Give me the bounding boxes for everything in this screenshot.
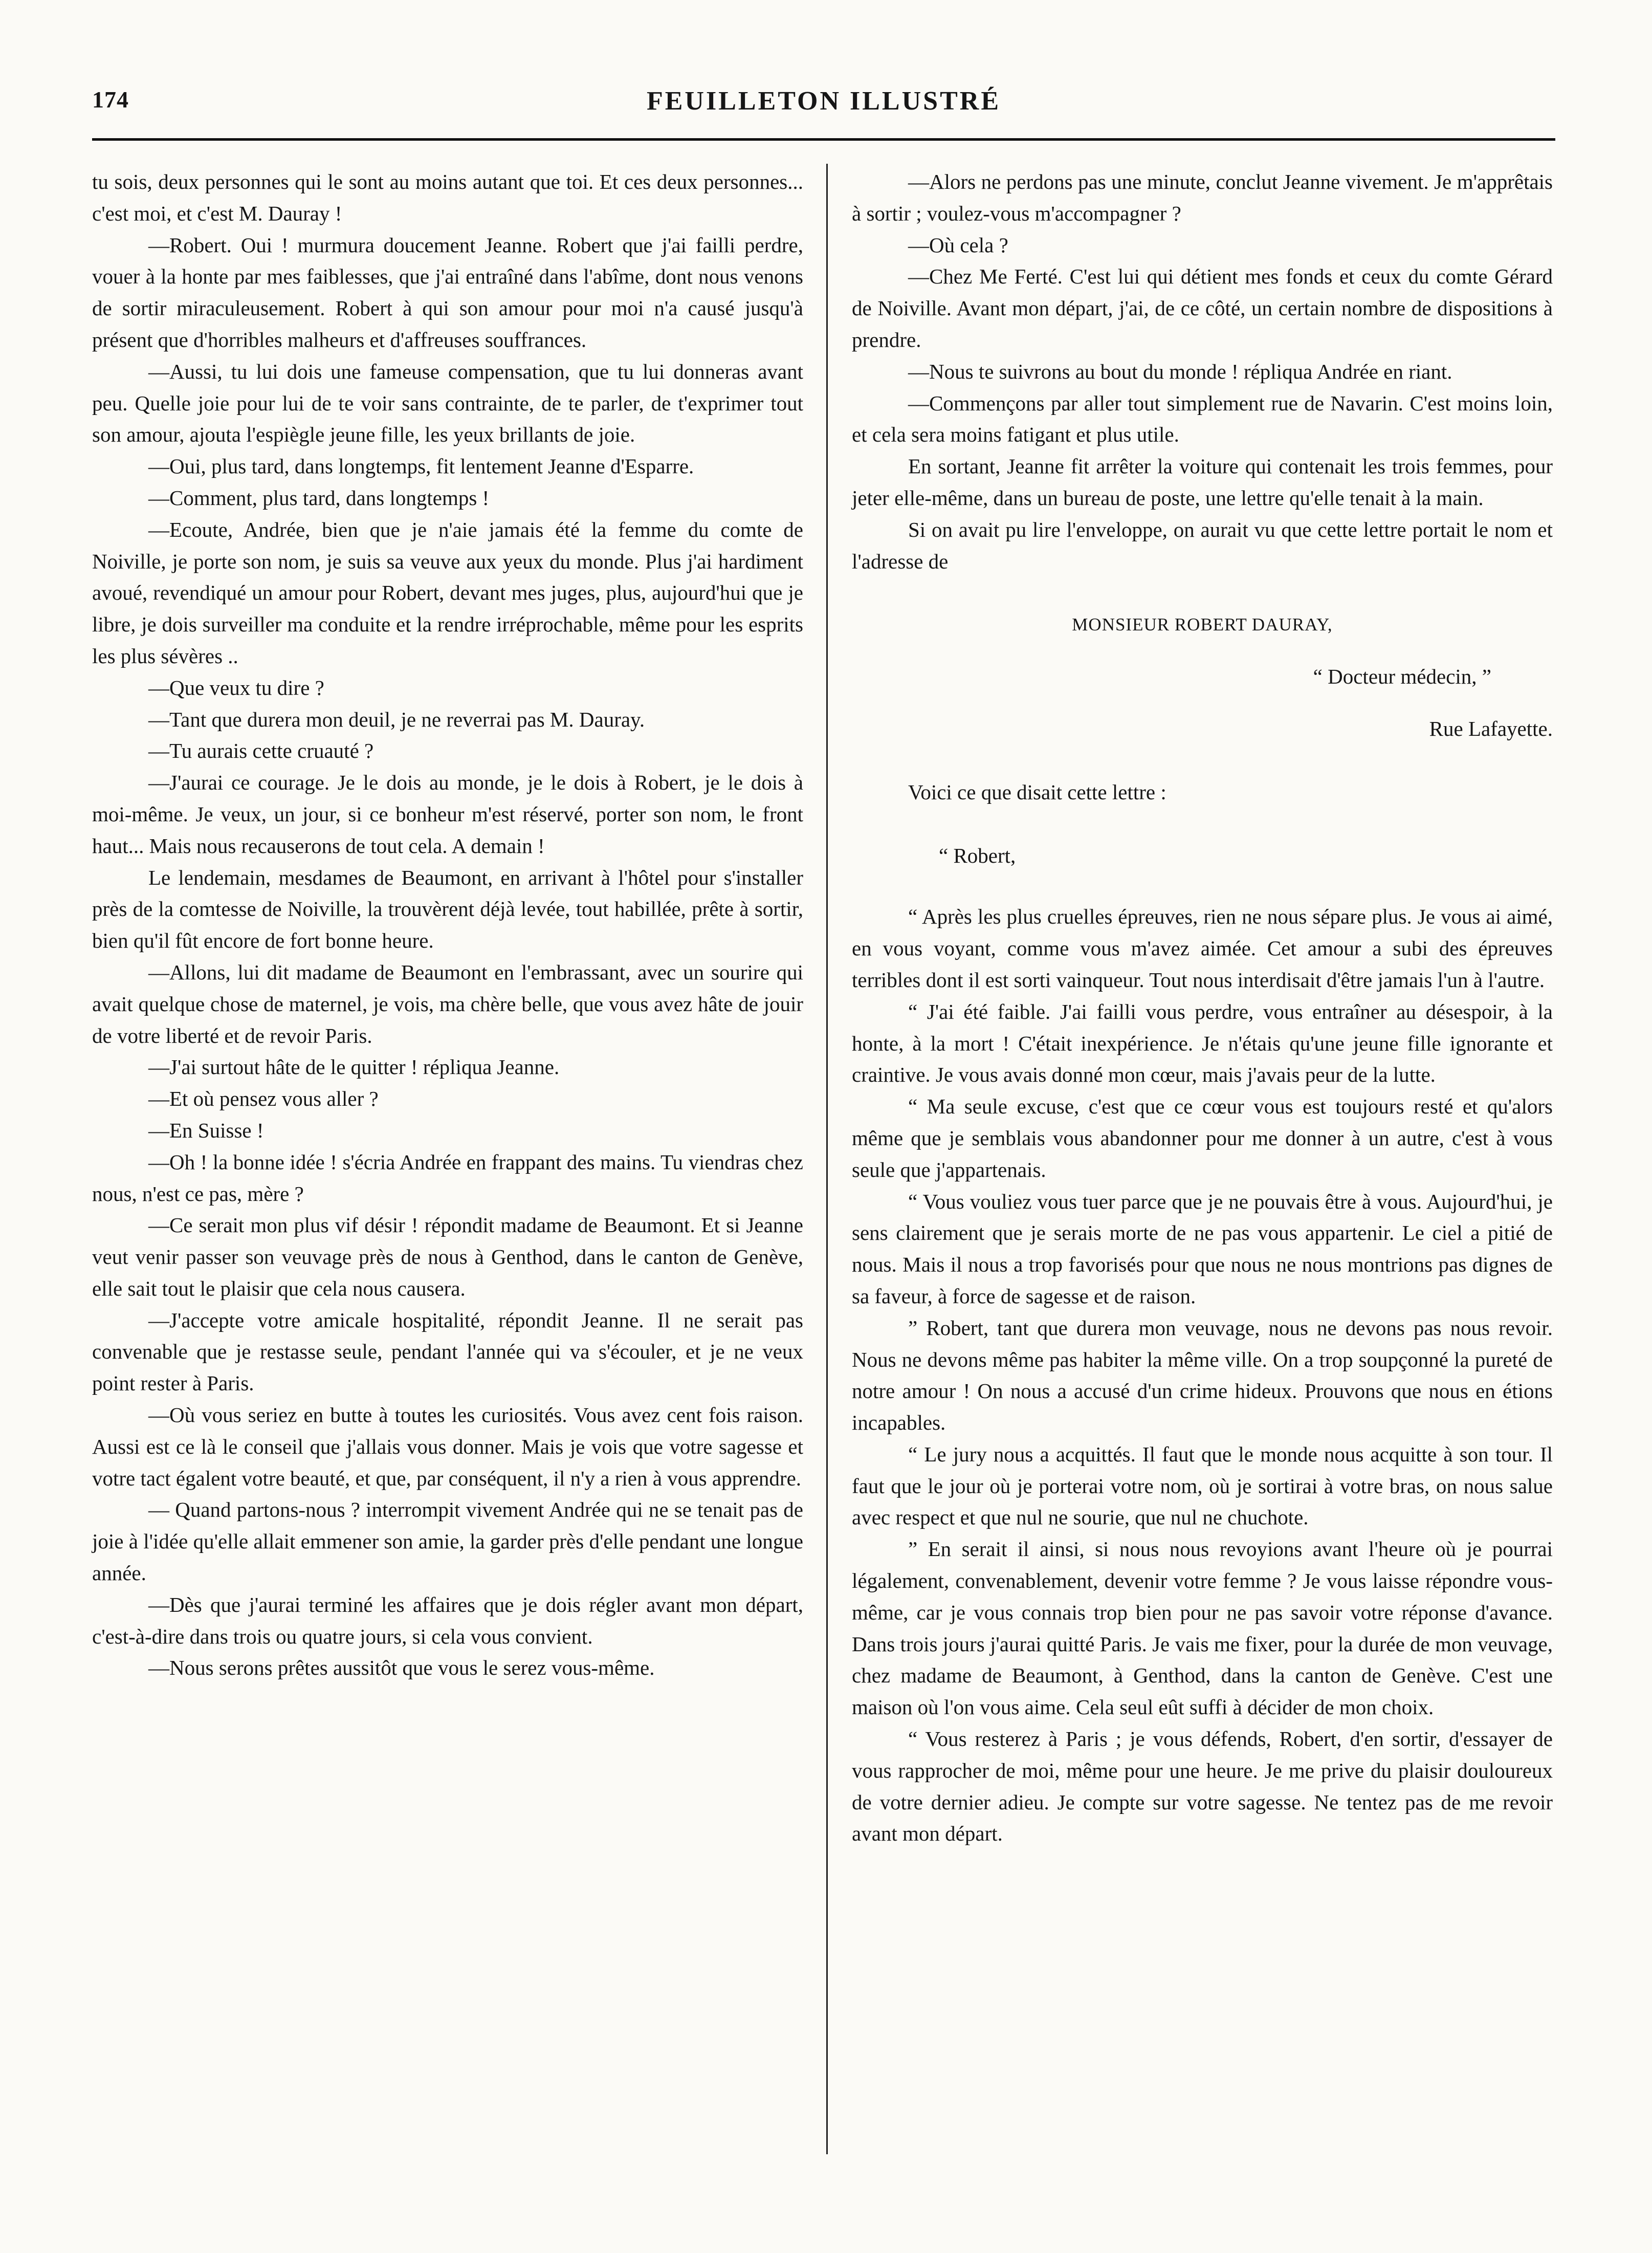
paragraph: —J'ai surtout hâte de le quitter ! répliqua Jeanne. bbox=[148, 1055, 560, 1079]
paragraph: —Où cela ? bbox=[908, 233, 1008, 257]
paragraph: —Ce serait mon plus vif désir ! répondit madame de Beaumont. Et si Jeanne veut venir passer son veuvage près de nous à Genthod, dans le canton de Genève, elle sait tout le plaisir que cela nous causera. bbox=[92, 1213, 803, 1300]
letter-intro: Voici ce que disait cette lettre : bbox=[908, 780, 1166, 804]
page-number: 174 bbox=[92, 86, 129, 113]
running-title: FEUILLETON ILLUSTRÉ bbox=[646, 86, 1001, 116]
paragraph: —J'aurai ce courage. Je le dois au monde, je le dois à Robert, je le dois à moi-même. Je veux, un jour, si ce bonheur m'est réservé, porter son nom, le front haut... Mais nous recauserons de tout cela. A demain ! bbox=[92, 771, 803, 858]
letter-salutation: “ Robert, bbox=[939, 843, 1016, 867]
paragraph: —Où vous seriez en butte à toutes les curiosités. Vous avez cent fois raison. Aussi est ce là le conseil que j'allais vous donner. Mais je vois que votre sagesse et votre tact égalent votre beauté, et que, par conséquent, il n'y a rien à vous apprendre. bbox=[92, 1403, 803, 1490]
paragraph: —Nous te suivrons au bout du monde ! répliqua Andrée en riant. bbox=[908, 359, 1452, 383]
address-street: Rue Lafayette. bbox=[1429, 716, 1553, 740]
paragraph: “ Vous vouliez vous tuer parce que je ne pouvais être à vous. Aujourd'hui, je sens clairement que je serais morte de ne pas vous appartenir. Le ciel a pitié de nous. Mais il nous a trop favorisés pour que nous ne nous montrions pas dignes de sa faveur, à force de sagesse et de raison. bbox=[852, 1189, 1553, 1308]
paragraph: —Dès que j'aurai terminé les affaires que je dois régler avant mon départ, c'est-à-dire dans trois ou quatre jours, si cela vous convient. bbox=[92, 1592, 803, 1648]
letter-body bbox=[852, 901, 1553, 1850]
envelope-address bbox=[852, 609, 1553, 745]
right-column-narrative bbox=[852, 166, 1553, 577]
paragraph: —Tu aurais cette cruauté ? bbox=[148, 739, 374, 763]
paragraph: —Ecoute, Andrée, bien que je n'aie jamais été la femme du comte de Noiville, je porte son nom, je suis sa veuve aux yeux du monde. Plus j'ai hardiment avoué, revendiqué un amour pour Robert, devant mes juges, plus, aujourd'hui que je libre, je dois surveiller ma conduite et la rendre irréprochable, même pour les esprits les plus sévères .. bbox=[92, 517, 803, 668]
paragraph: —Oh ! la bonne idée ! s'écria Andrée en frappant des mains. Tu viendras chez nous, n'est ce pas, mère ? bbox=[92, 1150, 803, 1206]
paragraph: —Oui, plus tard, dans longtemps, fit lentement Jeanne d'Esparre. bbox=[148, 454, 694, 478]
page-header bbox=[92, 86, 1555, 132]
address-title: “ Docteur médecin, ” bbox=[1313, 665, 1491, 689]
paragraph: “ Après les plus cruelles épreuves, rien ne nous sépare plus. Je vous ai aimé, en vous voyant, comme vous m'avez aimée. Cet amour a subi des épreuves terribles dont il est sorti vainqueur. Tout nous interdisait d'être jamais l'un à l'autre. bbox=[852, 905, 1553, 992]
paragraph: —J'accepte votre amicale hospitalité, répondit Jeanne. Il ne serait pas convenable que je restasse seule, pendant l'année qui va s'écouler, et je ne veux point rester à Paris. bbox=[92, 1308, 803, 1395]
paragraph: ” Robert, tant que durera mon veuvage, nous ne devons pas nous revoir. Nous ne devons même pas habiter la même ville. On a trop soupçonné la pureté de notre amour ! On nous a accusé d'un crime hideux. Prouvons que nous en étions incapables. bbox=[852, 1316, 1553, 1435]
paragraph: Le lendemain, mesdames de Beaumont, en arrivant à l'hôtel pour s'installer près de la comtesse de Noiville, la trouvèrent déjà levée, tout habillée, prête à sortir, bien qu'il fût encore de fort bonne heure. bbox=[92, 865, 803, 953]
paragraph: —Commençons par aller tout simplement rue de Navarin. C'est moins loin, et cela sera moins fatigant et plus utile. bbox=[852, 391, 1553, 447]
paragraph: —Allons, lui dit madame de Beaumont en l'embrassant, avec un sourire qui avait quelque chose de maternel, je vois, ma chère belle, que vous avez hâte de jouir de votre liberté et de revoir Paris. bbox=[92, 960, 803, 1047]
paragraph: —Nous serons prêtes aussitôt que vous le serez vous-même. bbox=[148, 1656, 655, 1680]
paragraph: Si on avait pu lire l'enveloppe, on aurait vu que cette lettre portait le nom et l'adresse de bbox=[852, 517, 1553, 573]
paragraph: “ J'ai été faible. J'ai failli vous perdre, vous entraîner au désespoir, à la honte, à la mort ! C'était inexpérience. Je n'étais qu'une jeune fille ignorante et craintive. Je vous avais donné mon cœur, mais j'avais peur de la lutte. bbox=[852, 999, 1553, 1087]
paragraph: —Aussi, tu lui dois une fameuse compensation, que tu lui donneras avant peu. Quelle joie pour lui de te voir sans contrainte, de te parler, de t'exprimer tout son amour, ajouta l'espiègle jeune fille, les yeux brillants de joie. bbox=[92, 359, 803, 447]
address-name: MONSIEUR ROBERT DAURAY, bbox=[1072, 615, 1333, 635]
paragraph: “ Le jury nous a acquittés. Il faut que le monde nous acquitte à son tour. Il faut que le jour où je porterai votre nom, où je sortirai à votre bras, on nous salue avec respect et que nul ne sourie, que nul ne chuchote. bbox=[852, 1442, 1553, 1529]
paragraph: ” En serait il ainsi, si nous nous revoyions avant l'heure où je pourrai légalement, convenablement, devenir votre femme ? Je vous laisse répondre vous-même, car je vous connais trop bien pour ne pas savoir votre réponse d'avance. Dans trois jours j'aurai quitté Paris. Je vais me fixer, pour la durée de mon veuvage, chez madame de Beaumont, à Genthod, dans la canton de Genève. C'est une maison où l'on vous aime. Cela seul eût suffi à décider de mon choix. bbox=[852, 1537, 1553, 1719]
header-rule bbox=[92, 138, 1555, 141]
column-divider bbox=[826, 164, 828, 2154]
paragraph: —En Suisse ! bbox=[148, 1118, 264, 1142]
right-column bbox=[852, 166, 1553, 1850]
paragraph: —Que veux tu dire ? bbox=[148, 675, 324, 699]
paragraph: —Alors ne perdons pas une minute, conclut Jeanne vivement. Je m'apprêtais à sortir ; voulez-vous m'accompagner ? bbox=[852, 170, 1553, 225]
paragraph: —Comment, plus tard, dans longtemps ! bbox=[148, 486, 490, 510]
paragraph: tu sois, deux personnes qui le sont au moins autant que toi. Et ces deux personnes... c'est moi, et c'est M. Dauray ! bbox=[92, 170, 803, 225]
paragraph: “ Ma seule excuse, c'est que ce cœur vous est toujours resté et qu'alors même que je semblais vous abandonner pour me donner à un autre, c'est à vous seule que j'appartenais. bbox=[852, 1095, 1553, 1182]
paragraph: —Tant que durera mon deuil, je ne reverrai pas M. Dauray. bbox=[148, 707, 645, 731]
paragraph: — Quand partons-nous ? interrompit vivement Andrée qui ne se tenait pas de joie à l'idée qu'elle allait emmener son amie, la garder près d'elle pendant une longue année. bbox=[92, 1498, 803, 1585]
paragraph: “ Vous resterez à Paris ; je vous défends, Robert, d'en sortir, d'essayer de vous rapprocher de moi, même pour une heure. Je me prive du plaisir douloureux de votre dernier adieu. Je compte sur votre sagesse. Ne tentez pas de me revoir avant mon départ. bbox=[852, 1727, 1553, 1846]
paragraph: —Robert. Oui ! murmura doucement Jeanne. Robert que j'ai failli perdre, vouer à la honte par mes faiblesses, que j'ai entraîné dans l'abîme, dont nous venons de sortir miraculeusement. Robert à qui son amour pour moi n'a causé jusqu'à présent que d'horribles malheurs et d'affreuses souffrances. bbox=[92, 233, 803, 352]
paragraph: —Chez Me Ferté. C'est lui qui détient mes fonds et ceux du comte Gérard de Noiville. Avant mon départ, j'ai, de ce côté, un certain nombre de dispositions à prendre. bbox=[852, 265, 1553, 352]
paragraph: —Et où pensez vous aller ? bbox=[148, 1087, 379, 1111]
paragraph: En sortant, Jeanne fit arrêter la voiture qui contenait les trois femmes, pour jeter elle-même, dans un bureau de poste, une lettre qu'elle tenait à la main. bbox=[852, 454, 1553, 510]
left-column bbox=[92, 166, 803, 1684]
